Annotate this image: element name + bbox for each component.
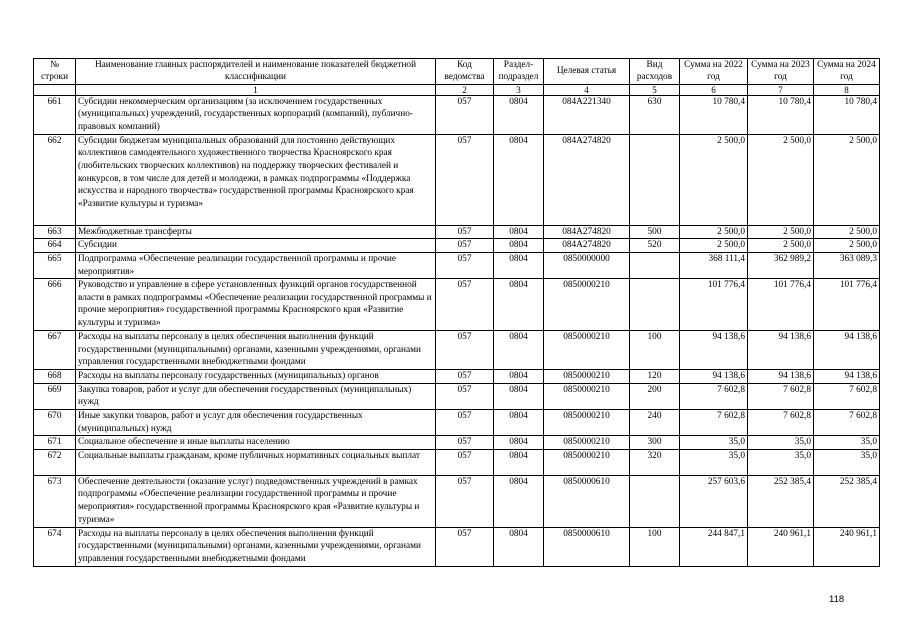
target-code: 0850000000 [544, 253, 630, 279]
row-number: 664 [34, 239, 76, 253]
table-row [34, 409, 880, 435]
expense-type-code: 500 [630, 225, 680, 239]
dept-code: 057 [436, 527, 494, 566]
section-code: 0804 [494, 436, 544, 450]
sum-2024: 363 089,3 [814, 253, 880, 279]
row-name: Расходы на выплаты персоналу в целях обеспечения выполнения функций государственными (муниципальными) органами, казенными учреждениями, органами управления государственными внебюджетными фондами [76, 527, 436, 566]
dept-code: 057 [436, 436, 494, 450]
sum-2024: 94 138,6 [814, 370, 880, 384]
column-number-row [34, 84, 880, 95]
column-number: 6 [680, 84, 748, 95]
dept-code: 057 [436, 383, 494, 409]
section-code: 0804 [494, 134, 544, 225]
row-name: Субсидии [76, 239, 436, 253]
expense-type-code: 320 [630, 449, 680, 475]
column-number: 7 [748, 84, 814, 95]
dept-code: 057 [436, 95, 494, 134]
sum-2022: 2 500,0 [680, 225, 748, 239]
column-number: 3 [494, 84, 544, 95]
sum-2022: 7 602,8 [680, 409, 748, 435]
target-code: 0850000610 [544, 527, 630, 566]
row-number: 669 [34, 383, 76, 409]
table-row [34, 370, 880, 384]
section-code: 0804 [494, 95, 544, 134]
sum-2022: 94 138,6 [680, 370, 748, 384]
sum-2022: 2 500,0 [680, 239, 748, 253]
target-code: 0850000210 [544, 383, 630, 409]
expense-type-code: 520 [630, 239, 680, 253]
sum-2023: 35,0 [748, 449, 814, 475]
sum-2024: 2 500,0 [814, 225, 880, 239]
dept-code: 057 [436, 279, 494, 331]
expense-type-code [630, 475, 680, 527]
sum-2022: 257 603,6 [680, 475, 748, 527]
sum-2023: 2 500,0 [748, 225, 814, 239]
sum-2022: 2 500,0 [680, 134, 748, 225]
section-code: 0804 [494, 279, 544, 331]
row-name: Расходы на выплаты персоналу государственных (муниципальных) органов [76, 370, 436, 384]
section-code: 0804 [494, 409, 544, 435]
dept-code: 057 [436, 331, 494, 370]
row-name: Межбюджетные трансферты [76, 225, 436, 239]
dept-code: 057 [436, 134, 494, 225]
expense-type-code: 120 [630, 370, 680, 384]
row-name: Руководство и управление в сфере установленных функций органов государственной власти в рамках подпрограммы «Обеспечение реализации государственной программы и прочие мероприятия» государственной программы Красноярского края «Развитие культуры и туризма» [76, 279, 436, 331]
sum-2022: 244 847,1 [680, 527, 748, 566]
row-number: 665 [34, 253, 76, 279]
section-code: 0804 [494, 253, 544, 279]
header-target: Целевая статья [544, 59, 630, 85]
column-number [34, 84, 76, 95]
expense-type-code [630, 253, 680, 279]
sum-2023: 2 500,0 [748, 239, 814, 253]
sum-2022: 101 776,4 [680, 279, 748, 331]
sum-2024: 94 138,6 [814, 331, 880, 370]
target-code: 0850000210 [544, 436, 630, 450]
section-code: 0804 [494, 449, 544, 475]
expense-type-code: 630 [630, 95, 680, 134]
header-row [34, 59, 880, 85]
target-code: 0850000210 [544, 370, 630, 384]
sum-2024: 252 385,4 [814, 475, 880, 527]
expense-type-code: 200 [630, 383, 680, 409]
sum-2022: 368 111,4 [680, 253, 748, 279]
sum-2023: 101 776,4 [748, 279, 814, 331]
column-number: 4 [544, 84, 630, 95]
sum-2024: 35,0 [814, 449, 880, 475]
section-code: 0804 [494, 370, 544, 384]
sum-2023: 94 138,6 [748, 331, 814, 370]
target-code: 0850000210 [544, 331, 630, 370]
target-code: 0850000210 [544, 279, 630, 331]
row-name: Социальные выплаты гражданам, кроме публичных нормативных социальных выплат [76, 449, 436, 475]
header-row-no: № строки [34, 59, 76, 85]
section-code: 0804 [494, 239, 544, 253]
row-name: Субсидии некоммерческим организациям (за исключением государственных (муниципальных) учреждений, государственных корпораций (компаний), публично-правовых компаний) [76, 95, 436, 134]
sum-2023: 240 961,1 [748, 527, 814, 566]
dept-code: 057 [436, 253, 494, 279]
expense-type-code: 300 [630, 436, 680, 450]
header-sum-2023: Сумма на 2023 год [748, 59, 814, 85]
header-expense-type: Вид расходов [630, 59, 680, 85]
target-code: 084А274820 [544, 225, 630, 239]
sum-2024: 101 776,4 [814, 279, 880, 331]
section-code: 0804 [494, 331, 544, 370]
dept-code: 057 [436, 239, 494, 253]
column-number: 8 [814, 84, 880, 95]
budget-table [33, 58, 880, 567]
section-code: 0804 [494, 383, 544, 409]
table-row [34, 331, 880, 370]
row-number: 666 [34, 279, 76, 331]
target-code: 084А274820 [544, 134, 630, 225]
sum-2023: 252 385,4 [748, 475, 814, 527]
sum-2024: 7 602,8 [814, 383, 880, 409]
table-row [34, 475, 880, 527]
budget-sheet [33, 58, 879, 567]
table-row [34, 134, 880, 225]
row-name: Социальное обеспечение и иные выплаты населению [76, 436, 436, 450]
section-code: 0804 [494, 527, 544, 566]
page-number: 118 [829, 594, 845, 605]
dept-code: 057 [436, 409, 494, 435]
target-code: 084А274820 [544, 239, 630, 253]
table-row [34, 279, 880, 331]
sum-2023: 7 602,8 [748, 383, 814, 409]
row-number: 663 [34, 225, 76, 239]
row-name: Субсидии бюджетам муниципальных образований для постоянно действующих коллективов самодеятельного художественного творчества Красноярского края (любительских творческих коллективов) на поддержку творческих фестивалей и конкурсов, в том числе для детей и молодежи, в рамках подпрограммы «Поддержка искусства и народного творчества» государственной программы Красноярского края «Развитие культуры и туризма» [76, 134, 436, 225]
dept-code: 057 [436, 225, 494, 239]
sum-2023: 94 138,6 [748, 370, 814, 384]
target-code: 0850000610 [544, 475, 630, 527]
row-name: Расходы на выплаты персоналу в целях обеспечения выполнения функций государственными (муниципальными) органами, казенными учреждениями, органами управления государственными внебюджетными фондами [76, 331, 436, 370]
row-number: 668 [34, 370, 76, 384]
sum-2024: 240 961,1 [814, 527, 880, 566]
sum-2023: 362 989,2 [748, 253, 814, 279]
sum-2022: 94 138,6 [680, 331, 748, 370]
sum-2023: 2 500,0 [748, 134, 814, 225]
column-number: 5 [630, 84, 680, 95]
sum-2024: 10 780,4 [814, 95, 880, 134]
header-name: Наименование главных распорядителей и наименование показателей бюджетной классификации [76, 59, 436, 85]
expense-type-code: 100 [630, 331, 680, 370]
expense-type-code: 100 [630, 527, 680, 566]
header-section: Раздел-подраздел [494, 59, 544, 85]
dept-code: 057 [436, 475, 494, 527]
row-number: 674 [34, 527, 76, 566]
expense-type-code [630, 279, 680, 331]
row-number: 670 [34, 409, 76, 435]
dept-code: 057 [436, 449, 494, 475]
table-row [34, 383, 880, 409]
expense-type-code [630, 134, 680, 225]
row-number: 671 [34, 436, 76, 450]
column-number: 1 [76, 84, 436, 95]
row-number: 667 [34, 331, 76, 370]
dept-code: 057 [436, 370, 494, 384]
target-code: 0850000210 [544, 409, 630, 435]
row-name: Закупка товаров, работ и услуг для обеспечения государственных (муниципальных) нужд [76, 383, 436, 409]
table-row [34, 253, 880, 279]
target-code: 0850000210 [544, 449, 630, 475]
sum-2023: 7 602,8 [748, 409, 814, 435]
table-row [34, 527, 880, 566]
sum-2024: 2 500,0 [814, 134, 880, 225]
section-code: 0804 [494, 225, 544, 239]
table-row [34, 239, 880, 253]
row-name: Подпрограмма «Обеспечение реализации государственной программы и прочие мероприятия» [76, 253, 436, 279]
section-code: 0804 [494, 475, 544, 527]
table-row [34, 225, 880, 239]
sum-2022: 10 780,4 [680, 95, 748, 134]
row-name: Иные закупки товаров, работ и услуг для обеспечения государственных (муниципальных) нужд [76, 409, 436, 435]
table-row [34, 436, 880, 450]
sum-2023: 10 780,4 [748, 95, 814, 134]
table-body [34, 95, 880, 566]
sum-2022: 35,0 [680, 436, 748, 450]
target-code: 084А221340 [544, 95, 630, 134]
sum-2022: 7 602,8 [680, 383, 748, 409]
table-row [34, 449, 880, 475]
row-number: 662 [34, 134, 76, 225]
header-dept-code: Код ведомства [436, 59, 494, 85]
column-number: 2 [436, 84, 494, 95]
row-number: 672 [34, 449, 76, 475]
sum-2024: 7 602,8 [814, 409, 880, 435]
expense-type-code: 240 [630, 409, 680, 435]
sum-2023: 35,0 [748, 436, 814, 450]
sum-2024: 2 500,0 [814, 239, 880, 253]
row-number: 661 [34, 95, 76, 134]
table-row [34, 95, 880, 134]
row-name: Обеспечение деятельности (оказание услуг) подведомственных учреждений в рамках подпрограммы «Обеспечение реализации государственной программы и прочие мероприятия» государственной программы Красноярского края «Развитие культуры и туризма» [76, 475, 436, 527]
row-number: 673 [34, 475, 76, 527]
header-sum-2022: Сумма на 2022 год [680, 59, 748, 85]
header-sum-2024: Сумма на 2024 год [814, 59, 880, 85]
sum-2022: 35,0 [680, 449, 748, 475]
sum-2024: 35,0 [814, 436, 880, 450]
